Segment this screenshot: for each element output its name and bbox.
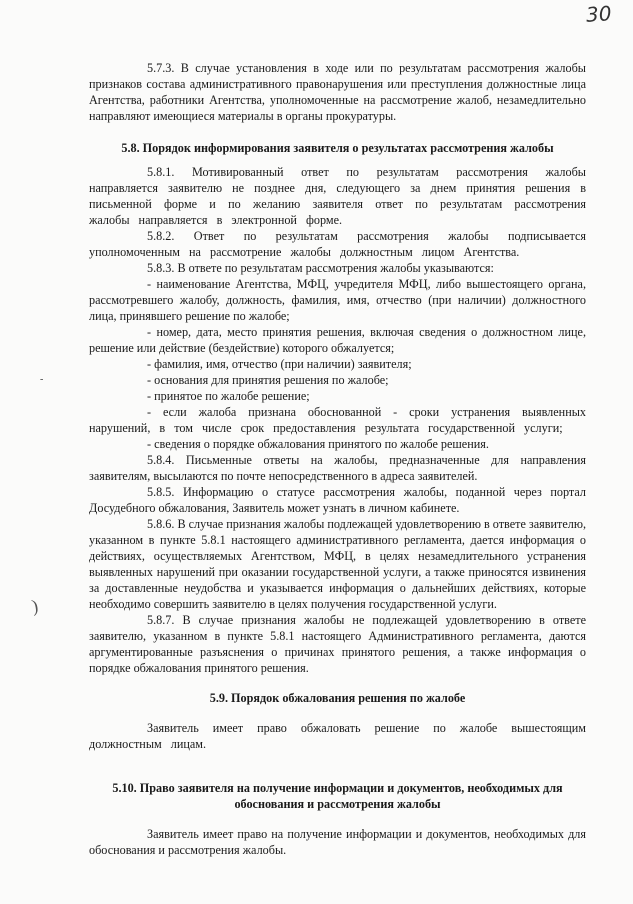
heading-5-10 xyxy=(89,780,586,812)
paragraph-5-8-4: 5.8.4. Письменные ответы на жалобы, предназначенные для направления заявителям, высылаются по почте непосредственного в адреса заявителей. xyxy=(89,453,586,483)
document-body xyxy=(89,60,586,858)
paragraph-5-8-7: 5.8.7. В случае признания жалобы не подлежащей удовлетворению в ответе заявителю, указанном в пункте 5.8.1 настоящего Административного регламента, даются аргументированные разъяснения о причинах принятого решения, а также информация о порядке обжалования принятого решения. xyxy=(89,613,586,675)
paragraph-5-7-3: 5.7.3. В случае установления в ходе или по результатам рассмотрения жалобы признаков состава административного правонарушения или преступления должностные лица Агентства, работники Агентства, уполномоченные на рассмотрение жалоб, незамедлительно направляют имеющиеся материалы в органы прокуратуры. xyxy=(89,61,586,123)
paragraph-5-9: Заявитель имеет право обжаловать решение по жалобе вышестоящим должностным лицам. xyxy=(89,721,586,751)
list-item: - принятое по жалобе решение; xyxy=(147,389,310,403)
paragraph-5-8-2: 5.8.2. Ответ по результатам рассмотрения жалобы подписывается уполномоченным на рассмотрение жалобы должностным лицом Агентства. xyxy=(89,229,586,259)
heading-5-10-line1: 5.10. Право заявителя на получение информации и документов, необходимых для xyxy=(112,781,563,795)
list-item: - если жалоба признана обоснованной - сроки устранения выявленных нарушений, в том числе срок предоставления результата государственной услуги; xyxy=(89,405,586,435)
list-item: - фамилия, имя, отчество (при наличии) заявителя; xyxy=(147,357,412,371)
list-item: - номер, дата, место принятия решения, включая сведения о должностном лице, решение или действие (бездействие) которого обжалуется; xyxy=(89,325,586,355)
paragraph-5-8-6: 5.8.6. В случае признания жалобы подлежащей удовлетворению в ответе заявителю, указанном в пункте 5.8.1 настоящего административного регламента, дается информация о действиях, осуществляемых Агентством, МФЦ, в целях незамедлительного устранения выявленных нарушений при оказании государственной услуги, а также приносятся извинения за доставленные неудобства и указывается информация о дальнейших действиях, которые необходимо совершить заявителю в целях получения государственной услуги. xyxy=(89,517,587,611)
paragraph-5-8-1: 5.8.1. Мотивированный ответ по результатам рассмотрения жалобы направляется заявителю не позднее дня, следующего за днем принятия решения в письменной форме и по желанию заявителя ответ по результатам рассмотрения жалобы направляется в электронной форме. xyxy=(89,165,586,227)
heading-5-10-line2: обоснования и рассмотрения жалобы xyxy=(234,797,441,811)
list-item: - основания для принятия решения по жалобе; xyxy=(147,373,389,387)
list-item: - сведения о порядке обжалования принятого по жалобе решения. xyxy=(147,437,489,451)
paragraph-5-8-3: 5.8.3. В ответе по результатам рассмотрения жалобы указываются: xyxy=(147,261,494,275)
margin-mark-dash: - xyxy=(40,374,44,385)
paragraph-5-8-5: 5.8.5. Информацию о статусе рассмотрения жалобы, поданной через портал Досудебного обжалования, Заявитель может узнать в личном кабинете. xyxy=(89,485,586,515)
list-item: - наименование Агентства, МФЦ, учредителя МФЦ, либо вышестоящего органа, рассмотревшего жалобу, должность, фамилия, имя, отчество (при наличии) должностного лица, принявшего решение по жалобе; xyxy=(89,277,586,323)
margin-mark-paren: ) xyxy=(30,595,40,617)
heading-5-9: 5.9. Порядок обжалования решения по жалобе xyxy=(209,691,466,705)
page-number: 30 xyxy=(584,1,612,27)
heading-5-8: 5.8. Порядок информирования заявителя о результатах рассмотрения жалобы xyxy=(121,141,554,155)
paragraph-5-10: Заявитель имеет право на получение информации и документов, необходимых для обоснования и рассмотрения жалобы. xyxy=(89,827,586,857)
